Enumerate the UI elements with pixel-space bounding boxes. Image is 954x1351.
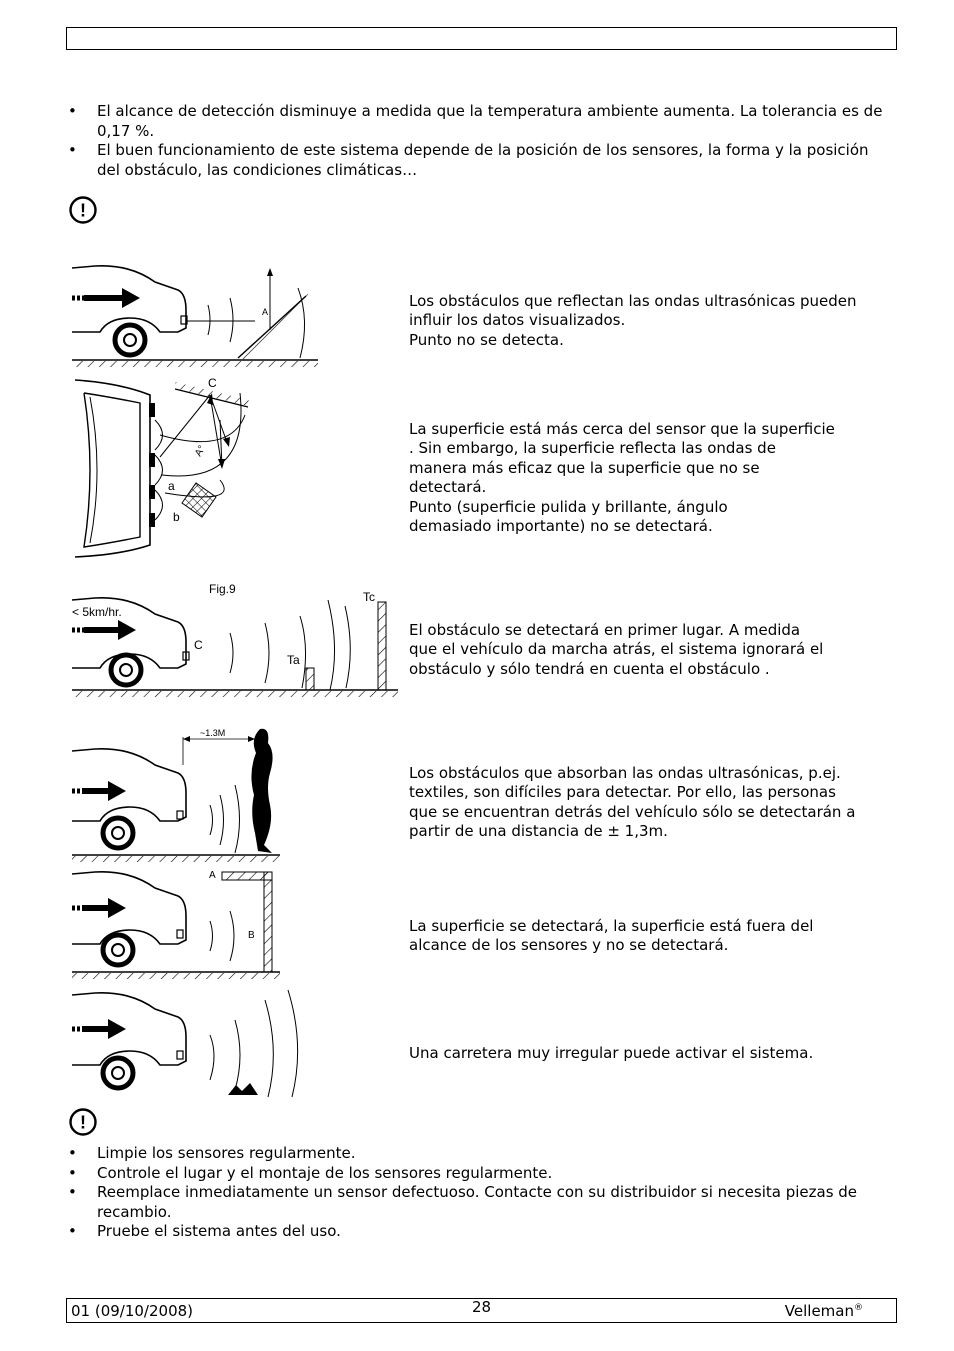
bullet-item: • Pruebe el sistema antes del uso. <box>66 1222 896 1242</box>
fig2-label-a: a <box>168 479 175 493</box>
fig3-label-tc: Tc <box>363 590 375 604</box>
bullet-item: • El buen funcionamiento de este sistema depende de la posición de los sensores, la forma y la posición del obstáculo, las condiciones climáticas… <box>66 141 896 180</box>
fig3-label-ta: Ta <box>287 653 300 667</box>
page-number: 28 <box>471 1298 492 1316</box>
fig5-label-a: A <box>209 870 216 881</box>
registered-mark: ® <box>854 1303 863 1313</box>
bottom-bullet-list <box>66 1144 896 1242</box>
figure-two-obstacles <box>70 578 400 698</box>
fig2-label-b: b <box>173 510 180 524</box>
fig3-caption: Fig.9 <box>209 582 236 596</box>
bullet-item: • Reemplace inmediatamente un sensor defectuoso. Contacte con su distribuidor si necesita piezas de recambio. <box>66 1183 896 1222</box>
figure-rough-road <box>70 985 310 1097</box>
bullet-item: • El alcance de detección disminuye a medida que la temperatura ambiente aumenta. La tolerancia es de 0,17 %. <box>66 102 896 141</box>
top-bullet-list <box>66 102 896 180</box>
fig3-label-c: C <box>194 638 203 652</box>
fig2-label-angle: A° <box>193 443 208 459</box>
figure-reflective-slope <box>70 260 320 372</box>
figure-angled-surface <box>70 375 320 560</box>
description-3: El obstáculo se detectará en primer lugar. A medida que el vehículo da marcha atrás, el sistema ignorará el obstáculo y sólo tendrá en cuenta el obstáculo . <box>409 621 824 678</box>
header-box <box>66 27 897 50</box>
fig2-label-c: C <box>208 376 217 390</box>
figure-high-surface <box>70 866 285 981</box>
figure-person <box>70 725 285 865</box>
description-2: La superficie está más cerca del sensor que la superficie . Sin embargo, la superficie reflecta las ondas de manera más eficaz que la superficie que no se detectará. Punto (superficie pulida y brillante, ángulo demasiado importante) no se detectará. <box>409 420 835 536</box>
fig1-label-a: A <box>262 307 269 317</box>
bullet-item: • Limpie los sensores regularmente. <box>66 1144 896 1164</box>
footer-version: 01 (09/10/2008) <box>71 1302 194 1320</box>
footer <box>66 1298 897 1323</box>
bullet-item: • Controle el lugar y el montaje de los sensores regularmente. <box>66 1164 896 1184</box>
warning-icon <box>68 195 98 225</box>
description-5: La superficie se detectará, la superficie está fuera del alcance de los sensores y no se detectará. <box>409 917 814 955</box>
footer-brand <box>785 1302 863 1320</box>
description-1: Los obstáculos que reflectan las ondas ultrasónicas pueden influir los datos visualizados. Punto no se detecta. <box>409 292 857 349</box>
fig4-distance: ~1.3M <box>200 728 226 738</box>
warning-icon <box>68 1107 98 1137</box>
description-6: Una carretera muy irregular puede activar el sistema. <box>409 1044 814 1062</box>
fig5-label-b: B <box>248 930 255 941</box>
warning-glyph: ! <box>80 1112 86 1133</box>
description-4: Los obstáculos que absorban las ondas ultrasónicas, p.ej. textiles, son difíciles para detectar. Por ello, las personas que se encuentran detrás del vehículo sólo se detectarán a partir de una distancia de ± 1,3m. <box>409 764 856 841</box>
brand-name: Velleman <box>784 1302 854 1320</box>
fig3-speed: < 5km/hr. <box>72 605 122 619</box>
warning-glyph: ! <box>80 200 86 221</box>
